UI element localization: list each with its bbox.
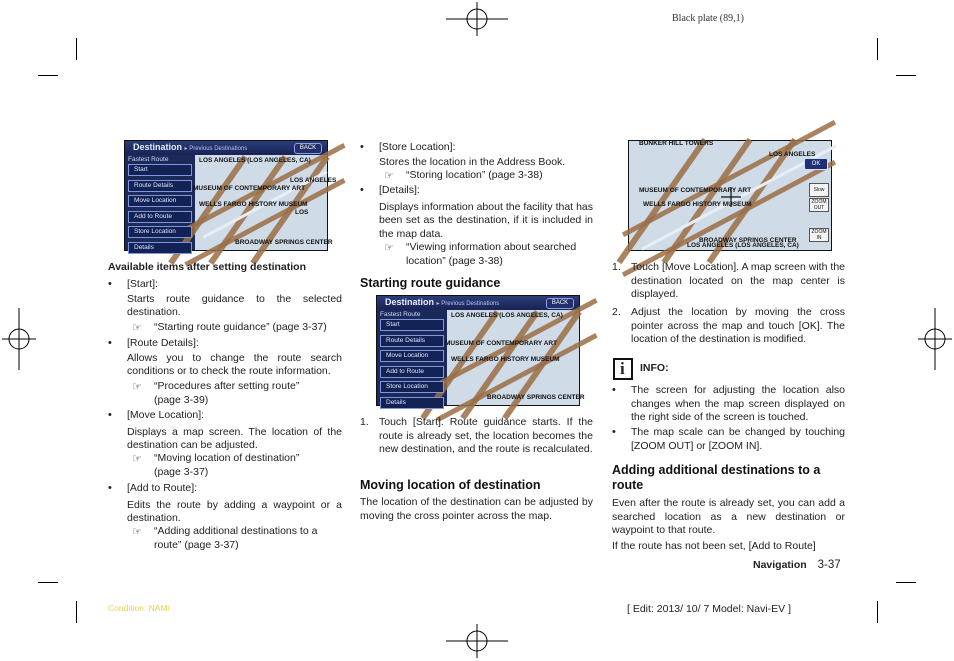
section-heading: Moving location of destination bbox=[360, 478, 541, 492]
list-item bbox=[379, 141, 593, 182]
menu-header: Fastest Route bbox=[128, 156, 169, 163]
ref-text: “Adding additional destinations to a bbox=[154, 525, 318, 537]
map-label: LOS ANGELES (LOS ANGELES, CA) bbox=[199, 157, 311, 164]
ref-text: “Moving location of destination” bbox=[154, 452, 300, 464]
ref-text: location” (page 3-38) bbox=[406, 254, 503, 267]
section-name: Navigation bbox=[753, 559, 807, 571]
step-number: 1. bbox=[612, 261, 621, 273]
registration-mark-icon bbox=[918, 308, 952, 370]
map-label: MUSEUM OF CONTEMPORARY ART bbox=[193, 185, 306, 192]
hand-pointer-icon: ☞ bbox=[384, 242, 394, 254]
step-text: Adjust the location by moving the cross pointer across the map and touch [OK]. The location of the destination is modified. bbox=[631, 306, 845, 346]
menu-item-start[interactable]: Start bbox=[380, 319, 444, 331]
paragraph: If the route has not been set, [Add to Route] bbox=[612, 540, 816, 552]
menu-item-move-location[interactable]: Move Location bbox=[380, 350, 444, 362]
crop-mark bbox=[877, 38, 878, 60]
menu-item-details[interactable]: Details bbox=[380, 397, 444, 409]
destination-menu-screenshot bbox=[124, 140, 337, 251]
map-label: MUSEUM OF CONTEMPORARY ART bbox=[445, 340, 558, 347]
list-item: • The screen for adjusting the location also changes when the map screen displayed on the right side of the screen is touched. bbox=[631, 384, 845, 425]
page-number: 3-37 bbox=[817, 559, 841, 571]
crop-mark bbox=[896, 75, 916, 76]
map-view[interactable] bbox=[445, 310, 585, 405]
paragraph: Even after the route is already set, you can add a searched location as a new destination or waypoint to that route. bbox=[612, 497, 845, 537]
hand-pointer-icon: ☞ bbox=[132, 526, 142, 538]
list-item bbox=[127, 337, 342, 406]
map-label: WELLS FARGO HISTORY MUSEUM bbox=[643, 201, 752, 208]
ref-text: (page 3-39) bbox=[154, 393, 209, 406]
page-reference bbox=[384, 169, 596, 183]
item-text: Starts route guidance to the selected destination. bbox=[127, 292, 342, 319]
move-location-screenshot bbox=[628, 140, 832, 251]
screen-title: Destination bbox=[385, 297, 435, 307]
scale-indicator: Slow bbox=[809, 183, 829, 197]
condition-note: Condition: NAM/ bbox=[108, 603, 170, 613]
crop-mark bbox=[896, 582, 916, 583]
list-item bbox=[379, 184, 593, 267]
map-label: BROADWAY SPRINGS CENTER bbox=[235, 239, 333, 246]
item-text: Displays a map screen. The location of the destination can be adjusted. bbox=[127, 425, 342, 452]
menu-item-details[interactable]: Details bbox=[128, 242, 192, 254]
figure-caption: Available items after setting destination bbox=[108, 261, 306, 273]
menu-item-add-to-route[interactable]: Add to Route bbox=[128, 211, 192, 223]
map-view[interactable] bbox=[193, 155, 337, 250]
map-label: MUSEUM OF CONTEMPORARY ART bbox=[639, 187, 752, 194]
map-label: LOS ANGELES bbox=[290, 177, 337, 184]
back-button[interactable]: BACK bbox=[294, 143, 322, 154]
registration-mark-icon bbox=[446, 2, 508, 36]
ref-text: “Procedures after setting route” bbox=[154, 380, 300, 392]
list-item bbox=[127, 409, 342, 478]
item-text: Allows you to change the route search conditions or to check the route information. bbox=[127, 351, 342, 378]
item-label: • [Start]: bbox=[127, 278, 158, 290]
start-menu-screenshot bbox=[376, 295, 585, 406]
item-text: Stores the location in the Address Book. bbox=[379, 155, 566, 168]
map-label: BROADWAY SPRINGS CENTER bbox=[487, 394, 585, 401]
crop-mark bbox=[38, 75, 58, 76]
ref-text: “Viewing information about searched bbox=[406, 241, 577, 253]
item-label: • [Store Location]: bbox=[379, 141, 456, 153]
menu-item-route-details[interactable]: Route Details bbox=[380, 335, 444, 347]
map-label: BROADWAY SPRINGS CENTER bbox=[699, 237, 797, 244]
menu-item-start[interactable]: Start bbox=[128, 164, 192, 176]
page-reference bbox=[132, 380, 344, 407]
item-label: • [Details]: bbox=[379, 184, 420, 196]
map-label: LOS ANGELES bbox=[769, 151, 816, 158]
page-reference bbox=[132, 452, 344, 479]
screen-header bbox=[125, 141, 327, 155]
map-label: LOS ANGELES (LOS ANGELES, CA) bbox=[451, 312, 563, 319]
item-label: • [Move Location]: bbox=[127, 409, 205, 421]
item-text: Displays information about the facility that has been set as the destination, if it is included in the map data. bbox=[379, 200, 593, 240]
menu-item-route-details[interactable]: Route Details bbox=[128, 180, 192, 192]
paragraph: The location of the destination can be adjusted by moving the cross pointer across the map. bbox=[360, 496, 593, 522]
hand-pointer-icon: ☞ bbox=[132, 453, 142, 465]
menu-item-store-location[interactable]: Store Location bbox=[128, 226, 192, 238]
crop-mark bbox=[76, 38, 77, 60]
info-title: INFO: bbox=[640, 362, 669, 374]
page-reference bbox=[384, 241, 593, 268]
map-label: LOS bbox=[295, 209, 309, 216]
registration-mark-icon bbox=[2, 308, 36, 370]
page-reference bbox=[132, 321, 344, 335]
map-label: WELLS FARGO HISTORY MUSEUM bbox=[199, 201, 308, 208]
list-item bbox=[127, 482, 342, 551]
cross-pointer-icon[interactable] bbox=[721, 187, 741, 207]
ref-text: route” (page 3-37) bbox=[154, 538, 239, 551]
back-button[interactable]: BACK bbox=[546, 298, 574, 309]
menu-item-move-location[interactable]: Move Location bbox=[128, 195, 192, 207]
page-reference bbox=[132, 525, 342, 552]
step-text: Touch [Move Location]. A map screen with the destination located on the map center is displayed. bbox=[631, 261, 845, 301]
item-label: • [Route Details]: bbox=[127, 337, 199, 349]
menu-item-add-to-route[interactable]: Add to Route bbox=[380, 366, 444, 378]
item-label: • [Add to Route]: bbox=[127, 482, 198, 494]
hand-pointer-icon: ☞ bbox=[132, 381, 142, 393]
list-item: • The map scale can be changed by touching [ZOOM OUT] or [ZOOM IN]. bbox=[631, 426, 845, 453]
screen-subtitle: ▸ Previous Destinations bbox=[184, 146, 248, 152]
plate-label: Black plate (89,1) bbox=[672, 13, 744, 24]
crop-mark bbox=[38, 582, 58, 583]
map-label: LOS ANGELES (LOS ANGELES, CA) bbox=[687, 242, 799, 249]
registration-mark-icon bbox=[446, 624, 508, 658]
screen-title: Destination bbox=[133, 142, 183, 152]
menu-header: Fastest Route bbox=[380, 311, 421, 318]
list-item bbox=[127, 278, 342, 334]
screen-subtitle: ▸ Previous Destinations bbox=[436, 301, 500, 307]
ref-text: “Starting route guidance” (page 3-37) bbox=[154, 321, 327, 333]
zoom-in-button[interactable]: ZOOM IN bbox=[809, 228, 829, 242]
footer-section-title bbox=[753, 559, 841, 571]
ref-text: “Storing location” (page 3-38) bbox=[406, 169, 543, 181]
screen-header bbox=[377, 296, 579, 310]
step-text: Touch [Start]. Route guidance starts. If the route is already set, the location becomes the new destination, and the route is recalculated. bbox=[379, 416, 593, 456]
info-icon bbox=[613, 358, 633, 380]
map-view[interactable] bbox=[629, 141, 831, 250]
crop-mark bbox=[877, 601, 878, 623]
map-label: BUNKER HILL TOWERS bbox=[639, 140, 714, 147]
menu-item-store-location[interactable]: Store Location bbox=[380, 381, 444, 393]
ref-text: (page 3-37) bbox=[154, 465, 209, 478]
item-text: Edits the route by adding a waypoint or a destination. bbox=[127, 498, 342, 525]
crop-mark bbox=[76, 601, 77, 623]
section-heading: Starting route guidance bbox=[360, 276, 501, 290]
hand-pointer-icon: ☞ bbox=[132, 322, 142, 334]
zoom-out-button[interactable]: ZOOM OUT bbox=[809, 198, 829, 212]
edit-info: [ Edit: 2013/ 10/ 7 Model: Navi-EV ] bbox=[627, 603, 792, 615]
step-number: 1. bbox=[360, 416, 369, 428]
destination-menu bbox=[128, 156, 192, 257]
hand-pointer-icon: ☞ bbox=[384, 170, 394, 182]
destination-menu bbox=[380, 311, 444, 412]
ok-button[interactable]: OK bbox=[804, 158, 828, 170]
section-heading: Adding additional destinations to a route bbox=[612, 463, 821, 492]
step-number: 2. bbox=[612, 306, 621, 318]
map-label: WELLS FARGO HISTORY MUSEUM bbox=[451, 356, 560, 363]
